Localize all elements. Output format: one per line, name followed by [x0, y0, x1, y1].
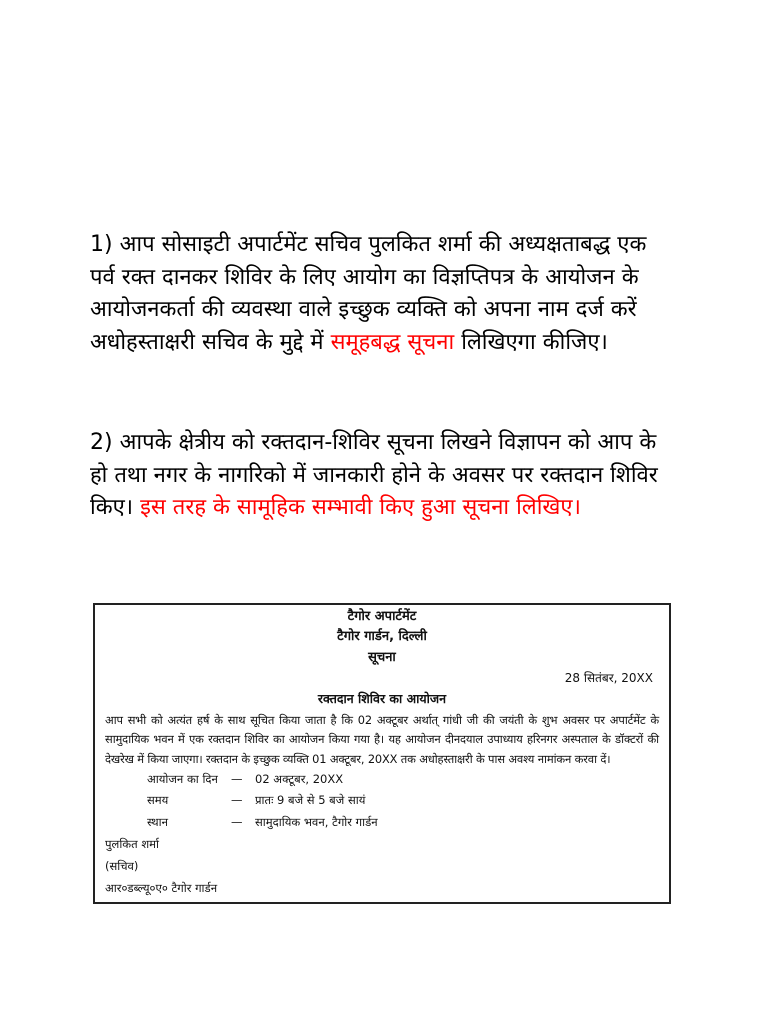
detail-dash: —	[231, 771, 243, 786]
question-highlight: समूहबद्ध सूचना	[330, 329, 455, 355]
detail-value: सामुदायिक भवन, टैगोर गार्डन	[255, 814, 378, 829]
detail-row-time	[147, 790, 659, 812]
detail-label: समय	[147, 793, 169, 808]
detail-dash: —	[231, 814, 243, 829]
detail-dash: —	[231, 793, 243, 808]
notice-subject: रक्तदान शिविर का आयोजन	[317, 691, 447, 706]
question-1	[90, 229, 675, 359]
notice-signatory: पुलकित शर्मा	[105, 837, 160, 852]
question-number: 1)	[90, 232, 113, 257]
detail-value: प्रातः 9 बजे से 5 बजे सायं	[255, 793, 366, 808]
detail-value: 02 अक्टूबर, 20XX	[255, 771, 344, 786]
notice-details	[147, 769, 659, 834]
notice-body: आप सभी को अत्यंत हर्ष के साथ सूचित किया जाता है कि 02 अक्टूबर अर्थात् गांधी जी की जयंती के शुभ अवसर पर अपार्टमेंट के सामुदायिक भवन में एक रक्तदान शिविर का आयोजन किया गया है। यह आयोजन दीनदयाल उपाध्याय हरिनगर अस्पताल के डॉक्टरों की देखरेख में किया जाएगा। रक्तदान के इच्छुक व्यक्ति 01 अक्टूबर, 20XX तक अधोहस्ताक्षरी के पास अवश्य नामांकन करवा दें।	[105, 713, 659, 766]
notice-association: आर०डब्ल्यू०ए० टैगोर गार्डन	[105, 881, 218, 896]
detail-row-place	[147, 812, 659, 834]
detail-row-day	[147, 769, 659, 791]
detail-label: स्थान	[147, 814, 168, 829]
notice-date: 28 सितंबर, 20XX	[564, 671, 653, 685]
notice-box	[93, 603, 671, 904]
question-text-end: लिखिएगा कीजिए।	[461, 329, 608, 355]
question-2	[90, 427, 675, 525]
detail-label: आयोजन का दिन	[147, 771, 218, 786]
notice-designation: (सचिव)	[105, 859, 139, 874]
notice-title: सूचना	[368, 650, 396, 665]
question-text: आप सोसाइटी अपार्टमेंट सचिव पुलकित शर्मा की अध्यक्षताबद्ध एक पर्व रक्त दानकर शिविर के लिए आयोग का विज्ञप्तिपत्र के आयोजन के आयोजनकर्ता की व्यवस्था वाले इच्छुक व्यक्ति को अपना नाम दर्ज करें अधोहस्ताक्षरी सचिव के मुद्दे में	[90, 232, 647, 355]
notice-address: टैगोर गार्डन, दिल्ली	[337, 629, 427, 644]
question-number: 2)	[90, 430, 113, 455]
notice-org-name: टैगोर अपार्टमेंट	[347, 609, 417, 624]
question-text: आपके क्षेत्रीय को रक्तदान-शिविर सूचना लिखने विज्ञापन को आप के हो तथा नगर के नागरिको में जानकारी होने के अवसर पर रक्तदान शिविर किए।	[90, 430, 658, 520]
question-highlight: इस तरह के सामूहिक सम्भावी किए हुआ सूचना लिखिए।	[140, 495, 581, 520]
